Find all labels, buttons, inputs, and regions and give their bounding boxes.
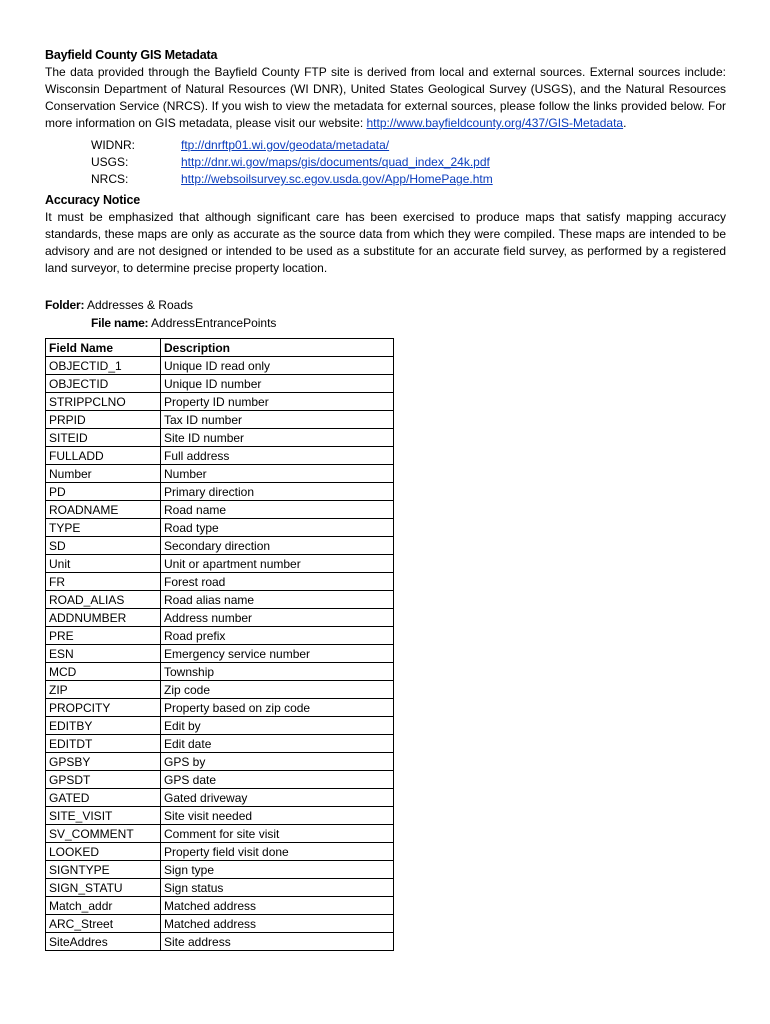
field-name-cell: Unit: [46, 555, 161, 573]
description-cell: Site visit needed: [161, 807, 394, 825]
description-cell: Forest road: [161, 573, 394, 591]
field-name-cell: Number: [46, 465, 161, 483]
description-cell: Tax ID number: [161, 411, 394, 429]
field-name-cell: OBJECTID_1: [46, 357, 161, 375]
description-cell: Unit or apartment number: [161, 555, 394, 573]
table-row: [46, 645, 394, 663]
header-field-name: Field Name: [46, 339, 161, 357]
field-name-cell: ARC_Street: [46, 915, 161, 933]
table-row: [46, 555, 394, 573]
field-name-cell: ZIP: [46, 681, 161, 699]
table-row: [46, 627, 394, 645]
source-row-widnr: [91, 137, 726, 154]
table-row: [46, 663, 394, 681]
description-cell: Property field visit done: [161, 843, 394, 861]
description-cell: Unique ID number: [161, 375, 394, 393]
source-label: NRCS:: [91, 172, 129, 186]
website-link[interactable]: http://www.bayfieldcounty.org/437/GIS-Metadata: [366, 116, 624, 130]
folder-label: Folder:: [45, 298, 85, 312]
field-name-cell: ROADNAME: [46, 501, 161, 519]
source-link-nrcs[interactable]: http://websoilsurvey.sc.egov.usda.gov/App/HomePage.htm: [181, 172, 493, 186]
description-cell: Road name: [161, 501, 394, 519]
table-row: [46, 753, 394, 771]
file-name-label: File name:: [91, 316, 149, 330]
table-row: [46, 717, 394, 735]
description-cell: Comment for site visit: [161, 825, 394, 843]
table-row: [46, 483, 394, 501]
description-cell: GPS date: [161, 771, 394, 789]
table-row: [46, 825, 394, 843]
table-row: [46, 429, 394, 447]
field-name-cell: GPSBY: [46, 753, 161, 771]
table-row: [46, 879, 394, 897]
field-name-cell: EDITDT: [46, 735, 161, 753]
file-name-value: AddressEntrancePoints: [151, 316, 277, 330]
source-label: WIDNR:: [91, 138, 135, 152]
table-row: [46, 591, 394, 609]
table-row: [46, 933, 394, 951]
table-row: [46, 465, 394, 483]
field-name-cell: PD: [46, 483, 161, 501]
field-name-cell: SIGN_STATU: [46, 879, 161, 897]
description-cell: Road prefix: [161, 627, 394, 645]
table-row: [46, 393, 394, 411]
table-row: [46, 681, 394, 699]
description-cell: Emergency service number: [161, 645, 394, 663]
field-name-cell: SITEID: [46, 429, 161, 447]
field-name-cell: SITE_VISIT: [46, 807, 161, 825]
field-name-cell: SD: [46, 537, 161, 555]
table-body: [46, 357, 394, 951]
description-cell: Unique ID read only: [161, 357, 394, 375]
description-cell: GPS by: [161, 753, 394, 771]
file-name-line: [91, 315, 726, 332]
field-name-cell: ESN: [46, 645, 161, 663]
description-cell: Township: [161, 663, 394, 681]
description-cell: Full address: [161, 447, 394, 465]
description-cell: Road alias name: [161, 591, 394, 609]
table-row: [46, 735, 394, 753]
table-row: [46, 699, 394, 717]
field-name-cell: GPSDT: [46, 771, 161, 789]
description-cell: Number: [161, 465, 394, 483]
field-name-cell: PROPCITY: [46, 699, 161, 717]
description-cell: Property ID number: [161, 393, 394, 411]
description-cell: Matched address: [161, 897, 394, 915]
field-name-cell: LOOKED: [46, 843, 161, 861]
source-link-usgs[interactable]: http://dnr.wi.gov/maps/gis/documents/quad_index_24k.pdf: [181, 155, 490, 169]
description-cell: Edit by: [161, 717, 394, 735]
description-cell: Secondary direction: [161, 537, 394, 555]
field-table: [45, 338, 394, 951]
field-name-cell: MCD: [46, 663, 161, 681]
table-row: [46, 789, 394, 807]
source-label: USGS:: [91, 155, 129, 169]
field-name-cell: PRPID: [46, 411, 161, 429]
description-cell: Sign type: [161, 861, 394, 879]
field-name-cell: SV_COMMENT: [46, 825, 161, 843]
table-row: [46, 897, 394, 915]
accuracy-notice-text: It must be emphasized that although significant care has been exercised to produce maps that satisfy mapping accuracy standards, these maps are only as accurate as the source data from which they were compiled. These maps are intended to be advisory and are not designed or intended to be used as a substitute for an accurate field survey, as performed by a registered land surveyor, to determine precise property location.: [45, 210, 726, 275]
description-cell: Primary direction: [161, 483, 394, 501]
table-row: [46, 411, 394, 429]
field-name-cell: GATED: [46, 789, 161, 807]
table-row: [46, 447, 394, 465]
description-cell: Road type: [161, 519, 394, 537]
description-cell: Sign status: [161, 879, 394, 897]
table-row: [46, 357, 394, 375]
table-row: [46, 573, 394, 591]
description-cell: Site address: [161, 933, 394, 951]
field-name-cell: PRE: [46, 627, 161, 645]
table-row: [46, 843, 394, 861]
description-cell: Address number: [161, 609, 394, 627]
intro-end: .: [623, 116, 627, 130]
field-name-cell: SIGNTYPE: [46, 861, 161, 879]
field-name-cell: EDITBY: [46, 717, 161, 735]
field-name-cell: FR: [46, 573, 161, 591]
field-name-cell: OBJECTID: [46, 375, 161, 393]
description-cell: Edit date: [161, 735, 394, 753]
folder-line: [45, 297, 726, 314]
description-cell: Property based on zip code: [161, 699, 394, 717]
table-header-row: [46, 339, 394, 357]
source-row-nrcs: [91, 171, 726, 188]
table-row: [46, 861, 394, 879]
accuracy-notice-heading: Accuracy Notice: [45, 193, 140, 207]
field-name-cell: Match_addr: [46, 897, 161, 915]
document-title: Bayfield County GIS Metadata: [45, 48, 218, 62]
field-name-cell: TYPE: [46, 519, 161, 537]
table-row: [46, 519, 394, 537]
source-row-usgs: [91, 154, 726, 171]
description-cell: Matched address: [161, 915, 394, 933]
field-name-cell: ADDNUMBER: [46, 609, 161, 627]
description-cell: Gated driveway: [161, 789, 394, 807]
field-name-cell: ROAD_ALIAS: [46, 591, 161, 609]
field-name-cell: SiteAddres: [46, 933, 161, 951]
intro-text: The data provided through the Bayfield County FTP site is derived from local and external sources. External sources include: Wisconsin Department of Natural Resources (WI DNR), United States Geological Survey (USGS), and the Natural Resources Conservation Service (NRCS). If you wish to view the metadata for external sources, please follow the links provided below. For more information on GIS metadata, please visit our website:: [45, 65, 726, 130]
table-row: [46, 807, 394, 825]
folder-value: Addresses & Roads: [86, 298, 193, 312]
table-row: [46, 537, 394, 555]
intro-paragraph: [45, 64, 726, 132]
field-name-cell: FULLADD: [46, 447, 161, 465]
document-page: [45, 47, 726, 951]
field-name-cell: STRIPPCLNO: [46, 393, 161, 411]
table-row: [46, 501, 394, 519]
header-description: Description: [161, 339, 394, 357]
table-row: [46, 771, 394, 789]
description-cell: Zip code: [161, 681, 394, 699]
table-row: [46, 609, 394, 627]
description-cell: Site ID number: [161, 429, 394, 447]
table-row: [46, 375, 394, 393]
table-row: [46, 915, 394, 933]
external-sources-list: [91, 137, 726, 188]
source-link-widnr[interactable]: ftp://dnrftp01.wi.gov/geodata/metadata/: [181, 138, 390, 152]
